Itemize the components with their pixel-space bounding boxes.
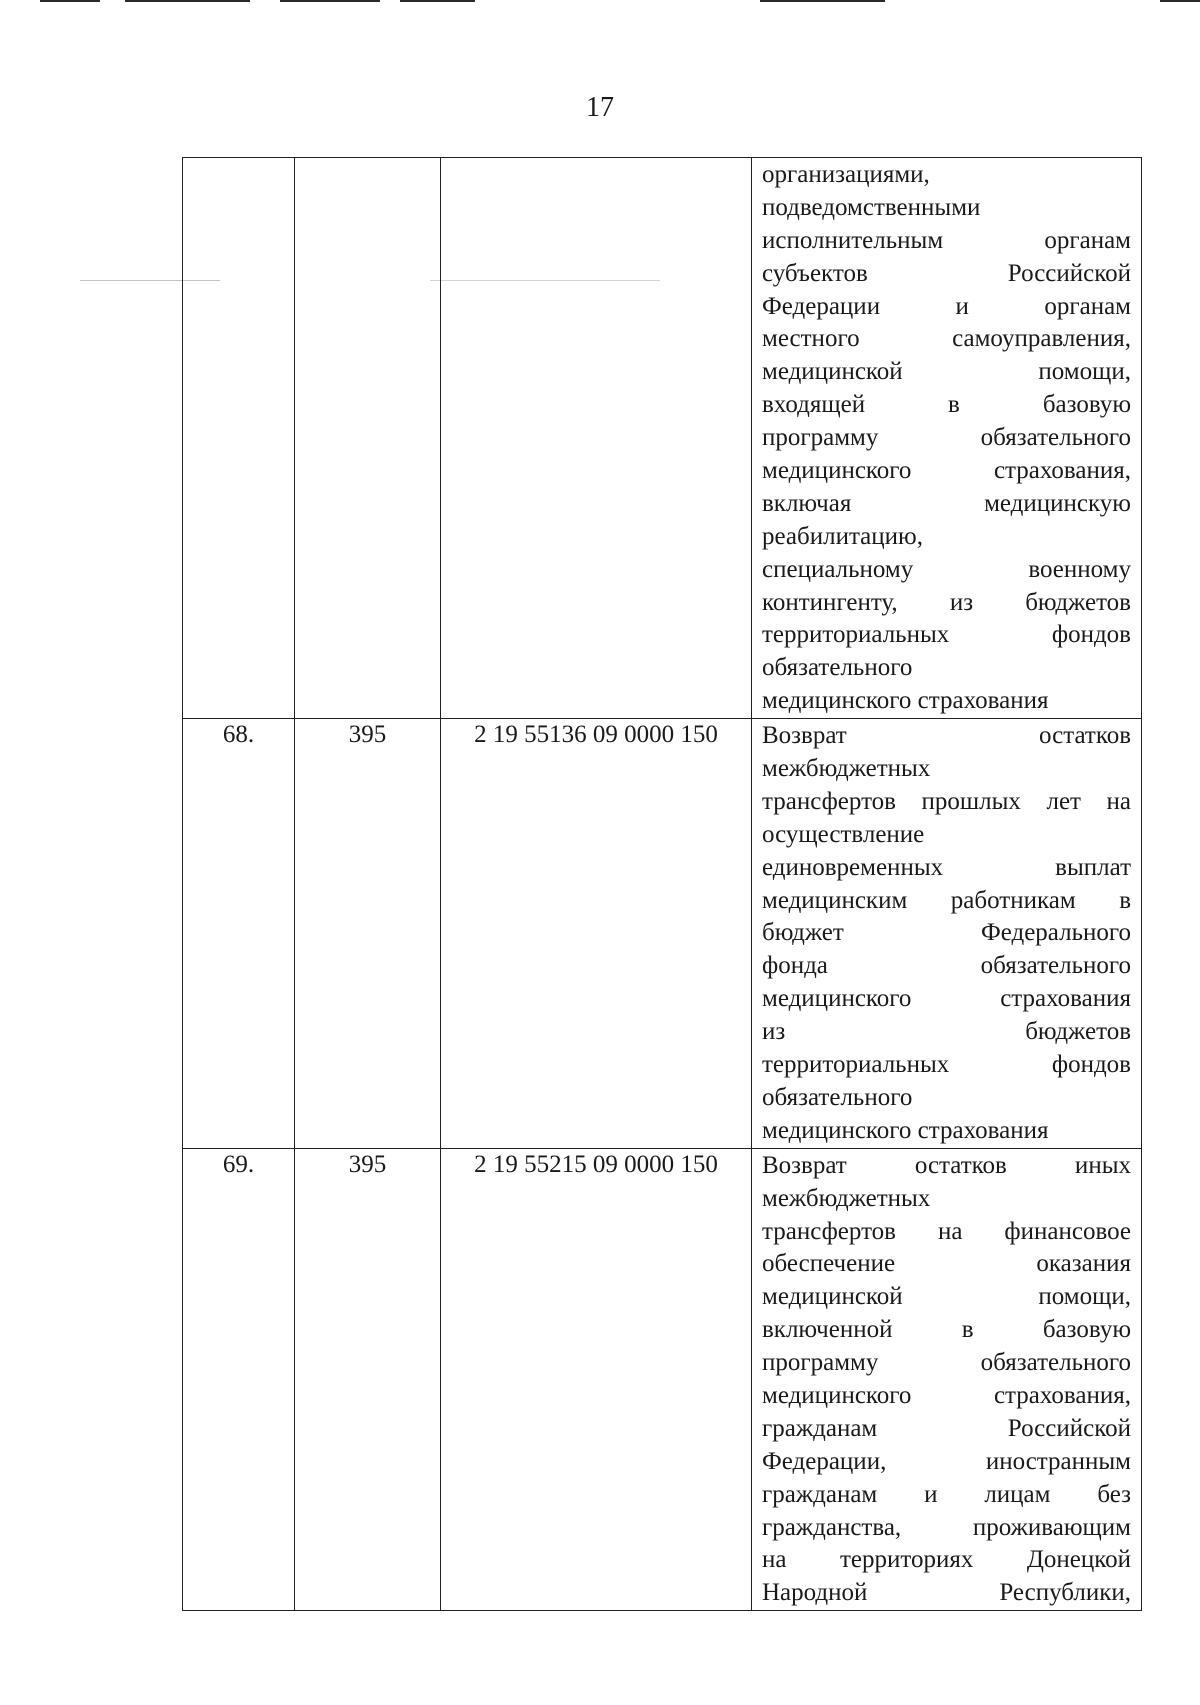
table-row bbox=[183, 158, 1142, 719]
description-line: реабилитацию, bbox=[762, 522, 923, 550]
row-number-cell: 69. bbox=[183, 1148, 295, 1610]
administrator-code-cell bbox=[295, 158, 441, 719]
description-line: медицинского страхования bbox=[762, 687, 1049, 715]
description-cell bbox=[752, 1148, 1142, 1610]
description-line: обеспечение оказания bbox=[762, 1250, 1131, 1278]
description-line: медицинской помощи, bbox=[762, 1283, 1131, 1311]
description-line: включая медицинскую bbox=[762, 489, 1131, 517]
budget-classification-code-cell: 2 19 55215 09 0000 150 bbox=[441, 1148, 752, 1610]
description-line: программу обязательного bbox=[762, 1349, 1131, 1377]
table-row bbox=[183, 719, 1142, 1149]
page-number: 17 bbox=[586, 92, 614, 123]
administrator-code-cell: 395 bbox=[295, 719, 441, 1149]
description-line: медицинского страхования, bbox=[762, 1381, 1131, 1409]
description-line: входящей в базовую bbox=[762, 391, 1131, 419]
description-line: гражданам и лицам без bbox=[762, 1480, 1131, 1508]
description-line: Федерации и органам bbox=[762, 292, 1131, 320]
description-line: специальному военному bbox=[762, 555, 1131, 583]
description-cell bbox=[752, 158, 1142, 719]
description-line: исполнительным органам bbox=[762, 226, 1131, 254]
description-line: медицинского страхования bbox=[762, 985, 1131, 1013]
table-row bbox=[183, 1148, 1142, 1610]
description-line: межбюджетных bbox=[762, 1184, 931, 1212]
administrator-code-cell: 395 bbox=[295, 1148, 441, 1610]
row-number-cell bbox=[183, 158, 295, 719]
description-line: обязательного bbox=[762, 1083, 913, 1111]
budget-classification-code-cell bbox=[441, 158, 752, 719]
budget-classification-code-cell: 2 19 55136 09 0000 150 bbox=[441, 719, 752, 1149]
description-line: трансфертов прошлых лет на bbox=[762, 787, 1131, 815]
description-line: Федерации, иностранным bbox=[762, 1447, 1131, 1475]
description-line: медицинской помощи, bbox=[762, 358, 1131, 386]
top-edge-rule bbox=[40, 0, 100, 2]
description-line: организациями, bbox=[762, 161, 930, 188]
top-edge-rule bbox=[760, 0, 885, 2]
description-line: территориальных фондов bbox=[762, 621, 1131, 649]
top-edge-rule bbox=[400, 0, 475, 2]
description-line: территориальных фондов bbox=[762, 1051, 1131, 1079]
description-line: обязательного bbox=[762, 654, 913, 682]
description-cell bbox=[752, 719, 1142, 1149]
description-line: фонда обязательного bbox=[762, 952, 1131, 980]
top-edge-rule bbox=[125, 0, 250, 2]
description-line: гражданства, проживающим bbox=[762, 1513, 1131, 1541]
description-line: контингенту, из бюджетов bbox=[762, 588, 1131, 616]
description-line: подведомственными bbox=[762, 193, 981, 221]
description-line: бюджет Федерального bbox=[762, 919, 1131, 947]
description-line: Возврат остатков bbox=[762, 722, 1131, 750]
description-line: медицинским работникам в bbox=[762, 886, 1131, 914]
budget-codes-table bbox=[182, 157, 1142, 1611]
description-line: трансфертов на финансовое bbox=[762, 1217, 1131, 1245]
description-line: межбюджетных bbox=[762, 755, 931, 783]
top-edge-rule bbox=[1160, 0, 1200, 2]
description-line: на территориях Донецкой bbox=[762, 1546, 1131, 1574]
description-line: программу обязательного bbox=[762, 424, 1131, 452]
description-line: Народной Республики, bbox=[762, 1579, 1131, 1607]
description-line: гражданам Российской bbox=[762, 1414, 1131, 1442]
description-line: субъектов Российской bbox=[762, 259, 1131, 287]
description-line: местного самоуправления, bbox=[762, 325, 1131, 353]
description-line: Возврат остатков иных bbox=[762, 1151, 1131, 1179]
top-edge-rule bbox=[280, 0, 380, 2]
description-line: медицинского страхования bbox=[762, 1116, 1049, 1144]
description-line: включенной в базовую bbox=[762, 1316, 1131, 1344]
description-line: медицинского страхования, bbox=[762, 457, 1131, 485]
description-line: единовременных выплат bbox=[762, 853, 1131, 881]
row-number-cell: 68. bbox=[183, 719, 295, 1149]
description-line: осуществление bbox=[762, 820, 925, 848]
description-line: из бюджетов bbox=[762, 1018, 1131, 1046]
